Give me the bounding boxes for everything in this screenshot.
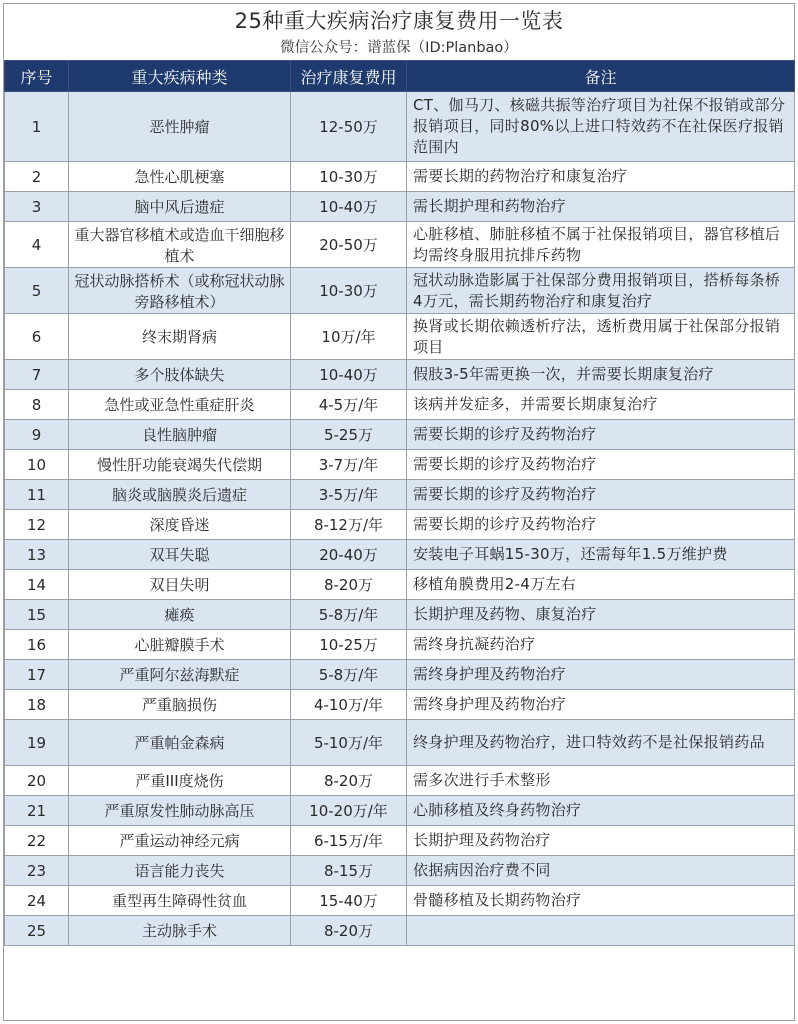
treatment-cost: 4-5万/年 bbox=[291, 390, 407, 420]
treatment-cost: 20-50万 bbox=[291, 222, 407, 268]
treatment-cost: 8-12万/年 bbox=[291, 510, 407, 540]
row-number: 25 bbox=[5, 916, 69, 946]
column-header-number: 序号 bbox=[5, 61, 69, 92]
treatment-cost: 10-20万/年 bbox=[291, 796, 407, 826]
treatment-cost: 5-25万 bbox=[291, 420, 407, 450]
row-number: 18 bbox=[5, 690, 69, 720]
table-row bbox=[5, 450, 795, 480]
table-row bbox=[5, 660, 795, 690]
treatment-cost: 15-40万 bbox=[291, 886, 407, 916]
row-number: 16 bbox=[5, 630, 69, 660]
remark: 需要长期的诊疗及药物治疗 bbox=[407, 420, 795, 450]
disease-name: 瘫痪 bbox=[69, 600, 291, 630]
treatment-cost: 10-25万 bbox=[291, 630, 407, 660]
row-number: 14 bbox=[5, 570, 69, 600]
treatment-cost: 6-15万/年 bbox=[291, 826, 407, 856]
table-row bbox=[5, 390, 795, 420]
row-number: 7 bbox=[5, 360, 69, 390]
treatment-cost: 8-20万 bbox=[291, 570, 407, 600]
disease-name: 良性脑肿瘤 bbox=[69, 420, 291, 450]
column-header-cost: 治疗康复费用 bbox=[291, 61, 407, 92]
row-number: 12 bbox=[5, 510, 69, 540]
remark: 需要长期的诊疗及药物治疗 bbox=[407, 510, 795, 540]
treatment-cost: 8-20万 bbox=[291, 766, 407, 796]
table-row bbox=[5, 222, 795, 268]
disease-name: 心脏瓣膜手术 bbox=[69, 630, 291, 660]
treatment-cost: 10-30万 bbox=[291, 162, 407, 192]
treatment-cost: 12-50万 bbox=[291, 92, 407, 162]
table-row bbox=[5, 162, 795, 192]
disease-name: 恶性肿瘤 bbox=[69, 92, 291, 162]
row-number: 24 bbox=[5, 886, 69, 916]
disease-name: 双目失明 bbox=[69, 570, 291, 600]
remark bbox=[407, 916, 795, 946]
treatment-cost: 4-10万/年 bbox=[291, 690, 407, 720]
disease-name: 脑中风后遗症 bbox=[69, 192, 291, 222]
treatment-cost: 5-8万/年 bbox=[291, 660, 407, 690]
disease-name: 冠状动脉搭桥术（或称冠状动脉旁路移植术） bbox=[69, 268, 291, 314]
disease-name: 慢性肝功能衰竭失代偿期 bbox=[69, 450, 291, 480]
row-number: 2 bbox=[5, 162, 69, 192]
page-title: 25种重大疾病治疗康复费用一览表 bbox=[234, 9, 564, 33]
table-row bbox=[5, 796, 795, 826]
treatment-cost: 20-40万 bbox=[291, 540, 407, 570]
treatment-cost: 8-15万 bbox=[291, 856, 407, 886]
remark: 该病并发症多，并需要长期康复治疗 bbox=[407, 390, 795, 420]
treatment-cost: 10-40万 bbox=[291, 360, 407, 390]
row-number: 19 bbox=[5, 720, 69, 766]
remark: 依据病因治疗费不同 bbox=[407, 856, 795, 886]
table-row bbox=[5, 480, 795, 510]
table-row bbox=[5, 720, 795, 766]
row-number: 23 bbox=[5, 856, 69, 886]
disease-name: 深度昏迷 bbox=[69, 510, 291, 540]
treatment-cost: 10-30万 bbox=[291, 268, 407, 314]
remark: 长期护理及药物、康复治疗 bbox=[407, 600, 795, 630]
remark: 移植角膜费用2-4万左右 bbox=[407, 570, 795, 600]
remark: 安装电子耳蜗15-30万，还需每年1.5万维护费 bbox=[407, 540, 795, 570]
row-number: 1 bbox=[5, 92, 69, 162]
treatment-cost: 10万/年 bbox=[291, 314, 407, 360]
table-row bbox=[5, 766, 795, 796]
treatment-cost: 8-20万 bbox=[291, 916, 407, 946]
remark: 需终身护理及药物治疗 bbox=[407, 690, 795, 720]
remark: 心脏移植、肺脏移植不属于社保报销项目，器官移植后均需终身服用抗排斥药物 bbox=[407, 222, 795, 268]
disease-name: 脑炎或脑膜炎后遗症 bbox=[69, 480, 291, 510]
table-row bbox=[5, 630, 795, 660]
row-number: 9 bbox=[5, 420, 69, 450]
row-number: 22 bbox=[5, 826, 69, 856]
row-number: 4 bbox=[5, 222, 69, 268]
table-row bbox=[5, 314, 795, 360]
remark: 换肾或长期依赖透析疗法，透析费用属于社保部分报销项目 bbox=[407, 314, 795, 360]
row-number: 13 bbox=[5, 540, 69, 570]
table-row bbox=[5, 600, 795, 630]
disease-name: 严重原发性肺动脉高压 bbox=[69, 796, 291, 826]
remark: 需多次进行手术整形 bbox=[407, 766, 795, 796]
disease-name: 严重帕金森病 bbox=[69, 720, 291, 766]
remark: 长期护理及药物治疗 bbox=[407, 826, 795, 856]
table-row bbox=[5, 92, 795, 162]
disease-name: 急性或亚急性重症肝炎 bbox=[69, 390, 291, 420]
row-number: 8 bbox=[5, 390, 69, 420]
disease-name: 严重阿尔兹海默症 bbox=[69, 660, 291, 690]
remark: 心肺移植及终身药物治疗 bbox=[407, 796, 795, 826]
remark: 骨髓移植及长期药物治疗 bbox=[407, 886, 795, 916]
remark: 需终身抗凝药治疗 bbox=[407, 630, 795, 660]
table-row bbox=[5, 268, 795, 314]
table-row bbox=[5, 856, 795, 886]
remark: 需要长期的药物治疗和康复治疗 bbox=[407, 162, 795, 192]
table-row bbox=[5, 420, 795, 450]
disease-name: 语言能力丧失 bbox=[69, 856, 291, 886]
table-row bbox=[5, 570, 795, 600]
row-number: 21 bbox=[5, 796, 69, 826]
table-row bbox=[5, 192, 795, 222]
remark: 需长期护理和药物治疗 bbox=[407, 192, 795, 222]
row-number: 20 bbox=[5, 766, 69, 796]
disease-name: 双耳失聪 bbox=[69, 540, 291, 570]
row-number: 10 bbox=[5, 450, 69, 480]
row-number: 3 bbox=[5, 192, 69, 222]
row-number: 6 bbox=[5, 314, 69, 360]
table-row bbox=[5, 826, 795, 856]
disease-name: 重型再生障碍性贫血 bbox=[69, 886, 291, 916]
table-row bbox=[5, 540, 795, 570]
treatment-cost: 5-10万/年 bbox=[291, 720, 407, 766]
treatment-cost: 5-8万/年 bbox=[291, 600, 407, 630]
row-number: 5 bbox=[5, 268, 69, 314]
table-row bbox=[5, 886, 795, 916]
remark: 需要长期的诊疗及药物治疗 bbox=[407, 450, 795, 480]
disease-name: 严重脑损伤 bbox=[69, 690, 291, 720]
table-row bbox=[5, 690, 795, 720]
treatment-cost: 10-40万 bbox=[291, 192, 407, 222]
disease-name: 多个肢体缺失 bbox=[69, 360, 291, 390]
table-row bbox=[5, 916, 795, 946]
table-row bbox=[5, 360, 795, 390]
table-body bbox=[5, 92, 795, 946]
remark: 需要长期的诊疗及药物治疗 bbox=[407, 480, 795, 510]
remark: 冠状动脉造影属于社保部分费用报销项目，搭桥每条桥4万元，需长期药物治疗和康复治疗 bbox=[407, 268, 795, 314]
table-header-row bbox=[5, 61, 795, 92]
table-row bbox=[5, 510, 795, 540]
row-number: 11 bbox=[5, 480, 69, 510]
disease-name: 终末期肾病 bbox=[69, 314, 291, 360]
column-header-disease: 重大疾病种类 bbox=[69, 61, 291, 92]
remark: 终身护理及药物治疗，进口特效药不是社保报销药品 bbox=[407, 720, 795, 766]
column-header-note: 备注 bbox=[407, 61, 795, 92]
row-number: 15 bbox=[5, 600, 69, 630]
remark: 假肢3-5年需更换一次，并需要长期康复治疗 bbox=[407, 360, 795, 390]
remark: 需终身护理及药物治疗 bbox=[407, 660, 795, 690]
disease-name: 急性心肌梗塞 bbox=[69, 162, 291, 192]
treatment-cost: 3-7万/年 bbox=[291, 450, 407, 480]
page-subtitle: 微信公众号：谱蓝保（ID:Planbao） bbox=[280, 40, 518, 56]
cost-table-sheet bbox=[3, 3, 795, 1021]
treatment-cost: 3-5万/年 bbox=[291, 480, 407, 510]
row-number: 17 bbox=[5, 660, 69, 690]
disease-name: 严重运动神经元病 bbox=[69, 826, 291, 856]
cost-table bbox=[4, 60, 795, 946]
disease-name: 重大器官移植术或造血干细胞移植术 bbox=[69, 222, 291, 268]
disease-name: 主动脉手术 bbox=[69, 916, 291, 946]
disease-name: 严重III度烧伤 bbox=[69, 766, 291, 796]
remark: CT、伽马刀、核磁共振等治疗项目为社保不报销或部分报销项目，同时80%以上进口特效药不在社保医疗报销范围内 bbox=[407, 92, 795, 162]
